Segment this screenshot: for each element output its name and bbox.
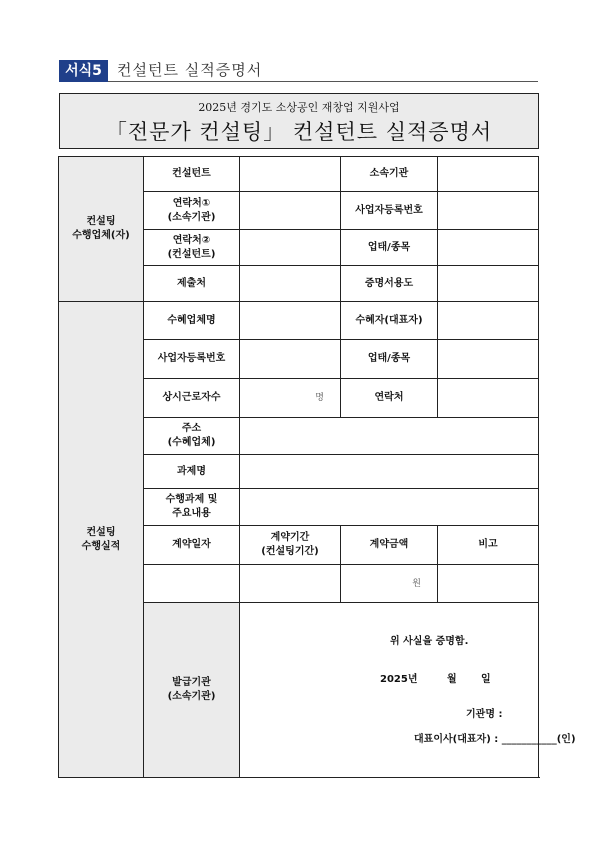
employees-label: 상시근로자수 (144, 379, 240, 418)
purpose-field[interactable] (438, 266, 539, 302)
certify-text: 위 사실을 증명함. (390, 636, 469, 647)
biz-reg-no2-field[interactable] (240, 340, 341, 379)
issue-year: 2025년 (380, 674, 418, 685)
contact-field[interactable] (438, 379, 539, 418)
representative-label[interactable]: 대표이사(대표자) : ___________(인) (414, 734, 576, 745)
header-underline (108, 81, 538, 82)
remarks-field[interactable] (438, 565, 539, 603)
form-header (59, 58, 538, 82)
employees-field[interactable]: 명 (240, 379, 341, 418)
form-tag: 서식5 (59, 60, 108, 82)
submit-to-field[interactable] (240, 266, 341, 302)
task-name-field[interactable] (240, 455, 539, 489)
purpose-label: 증명서용도 (341, 266, 438, 302)
business-type2-label: 업태/종목 (341, 340, 438, 379)
certification-area (240, 603, 576, 778)
address-label: 주소 (수혜업체) (144, 418, 240, 455)
address-field[interactable] (240, 418, 539, 455)
task-content-label: 수행과제 및 주요내용 (144, 489, 240, 526)
consultant-label: 컨설턴트 (144, 157, 240, 192)
biz-reg-no-label: 사업자등록번호 (341, 192, 438, 230)
certificate-table (58, 156, 576, 778)
form-header-title: 컨설턴트 실적증명서 (117, 61, 263, 79)
contract-period-field[interactable] (240, 565, 341, 603)
contact-label: 연락처 (341, 379, 438, 418)
recipient-company-label: 수혜업체명 (144, 302, 240, 340)
document-title: 「전문가 컨설팅」 컨설턴트 실적증명서 (105, 120, 493, 144)
issue-month: 월 (447, 674, 457, 685)
affiliation-field[interactable] (438, 157, 539, 192)
section2-label: 컨설팅 수행실적 (59, 302, 144, 778)
consultant-field[interactable] (240, 157, 341, 192)
biz-reg-no2-label: 사업자등록번호 (144, 340, 240, 379)
contact1-label: 연락처① (소속기관) (144, 192, 240, 230)
contract-amount-field[interactable]: 원 (341, 565, 438, 603)
contact2-label: 연락처② (컨설턴트) (144, 230, 240, 266)
business-type2-field[interactable] (438, 340, 539, 379)
section3-label: 발급기관 (소속기관) (144, 603, 240, 778)
issue-day: 일 (481, 674, 491, 685)
section1-label: 컨설팅 수행업체(자) (59, 157, 144, 302)
institution-label: 기관명 : (466, 709, 503, 720)
affiliation-label: 소속기관 (341, 157, 438, 192)
submit-to-label: 제출처 (144, 266, 240, 302)
biz-reg-no-field[interactable] (438, 192, 539, 230)
task-content-field[interactable] (240, 489, 539, 526)
task-name-label: 과제명 (144, 455, 240, 489)
document-title-box (59, 93, 539, 149)
remarks-label: 비고 (438, 526, 539, 565)
recipient-company-field[interactable] (240, 302, 341, 340)
business-type-label: 업태/종목 (341, 230, 438, 266)
recipient-rep-field[interactable] (438, 302, 539, 340)
contract-period-label: 계약기간 (컨설팅기간) (240, 526, 341, 565)
document-subtitle: 2025년 경기도 소상공인 재창업 지원사업 (198, 101, 400, 114)
contract-date-field[interactable] (144, 565, 240, 603)
contract-date-label: 계약일자 (144, 526, 240, 565)
recipient-rep-label: 수혜자(대표자) (341, 302, 438, 340)
contact1-field[interactable] (240, 192, 341, 230)
contract-amount-label: 계약금액 (341, 526, 438, 565)
business-type-field[interactable] (438, 230, 539, 266)
contact2-field[interactable] (240, 230, 341, 266)
